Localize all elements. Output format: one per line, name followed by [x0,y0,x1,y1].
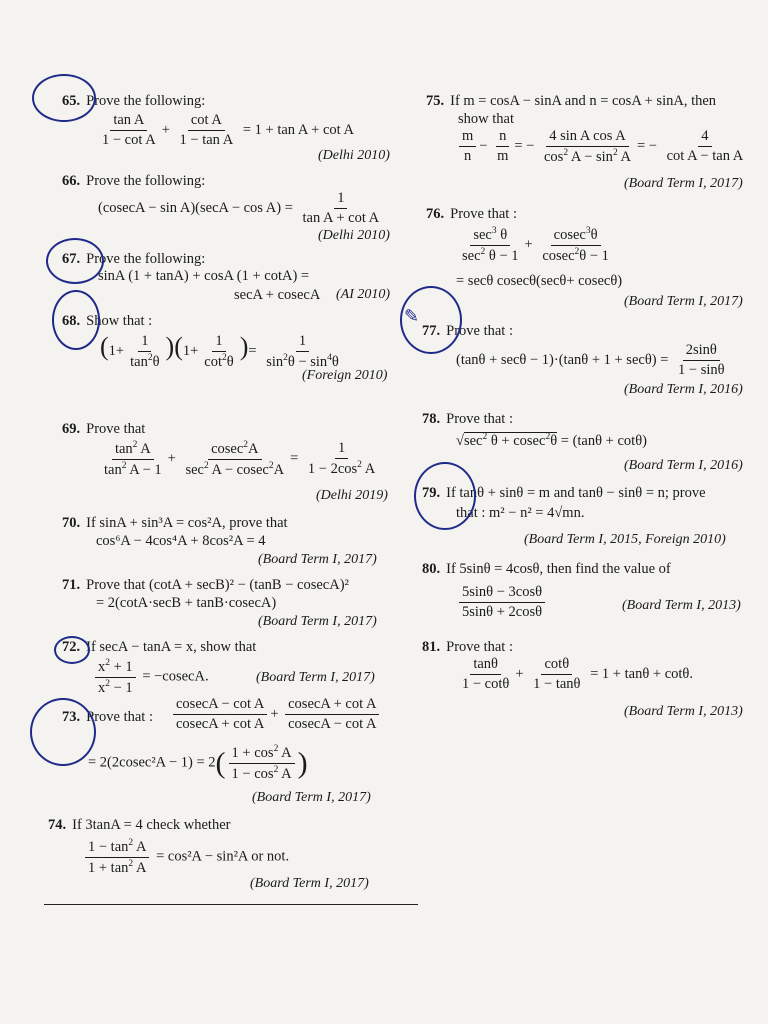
q68-equation: (1+ $\frac{1}{\tan^2\theta}$ )(1+ $\frac{1}{\cot^2\theta}$ )= $\frac{1}{\sin^2\theta - \sin^4\theta}$ [100,332,339,370]
pen-circle-annotation [30,698,96,766]
source: (Board Term I, 2017) [250,876,369,891]
section-divider [44,904,418,905]
pen-circle-annotation [52,290,100,350]
question-number: 73. [62,709,81,725]
q70-line2: cos⁶A − 4cos⁴A + 8cos²A = 4 [96,533,266,549]
source: (Board Term I, 2017) [256,670,375,685]
source: (Foreign 2010) [302,368,388,383]
question-text: Prove that : [446,411,513,427]
q80-expression: $\frac{5\sin\theta - 3\cos\theta}{5\sin\theta + 2\cos\theta}$ [456,584,548,621]
source: (Board Term I, 2013) [624,704,743,719]
question-text: If secA − tanA = x, show that [86,639,257,655]
question-number: 71. [62,577,81,593]
pen-circle-annotation [32,74,96,122]
q76-equation: $\frac{\sec^3 \theta}{\sec^2 \theta - 1}$ + $\frac{cosec^3\theta}{cosec^2\theta - 1}$ [462,226,609,264]
question-text: Prove that : [446,639,513,655]
question-number: 66. [62,173,81,189]
q77-equation: (tanθ + secθ − 1)·(tanθ + 1 + secθ) = $\frac{2\sin\theta}{1 - \sin\theta}$ [456,342,725,378]
question-74 [48,816,230,834]
q75-equation: $\frac{m}{n}$ − $\frac{n}{m}$ = − $\frac{\text{4 sin A cos A}}{\cos^2 A - \sin^2 A}$ = − $\frac{4}{\text{cot A − tan A}}$ [456,128,749,166]
question-81 [422,638,513,656]
question-72 [62,638,256,656]
question-number: 77. [422,323,441,339]
source: (Delhi 2019) [316,488,388,503]
question-number: 65. [62,93,81,109]
q66-equation: (cosecA − sin A)(secA − cos A) = $\frac{1}{\text{tan A + cot A}}$ [98,190,380,226]
question-number: 74. [48,817,67,833]
q65-equation: $\frac{\text{tan A}}{\text{1 − cot A}}$ + $\frac{\text{cot A}}{\text{1 − tan A}}$ = 1 + tan A + cot A [102,112,354,148]
source: (Board Term I, 2017) [624,294,743,309]
q71-line2: = 2(cotA·secB + tanB·cosecA) [96,595,277,611]
pen-circle-annotation [46,238,104,284]
source: (Delhi 2010) [318,148,390,163]
source: (Delhi 2010) [318,228,390,243]
source: (Board Term I, 2013) [622,598,741,613]
question-number: 72. [62,639,81,655]
source: (Board Term I, 2015, Foreign 2010) [524,532,726,547]
question-text: Prove that : [86,709,153,725]
question-number: 78. [422,411,441,427]
question-number: 80. [422,561,441,577]
question-80 [422,560,671,578]
handwritten-scribble-icon: ✎ [404,306,420,327]
question-number: 68. [62,313,81,329]
question-number: 79. [422,485,441,501]
question-text: If 3tanA = 4 check whether [72,817,231,833]
source: (AI 2010) [336,287,391,302]
q78-equation: $√\sec^2$ θ + cosec$^2$θ = (tanθ + cotθ) [456,432,647,449]
question-text: Prove the following: [86,93,206,109]
question-text: If 5sinθ = 4cosθ, then find the value of [446,561,671,577]
source: (Board Term I, 2017) [258,614,377,629]
question-text: Prove that : [446,323,513,339]
q73-line2: = 2(2cosec²A − 1) = 2( $\frac{1 + \cos^2 A}{1 - \cos^2 A}$ ) [88,744,308,782]
source: (Board Term I, 2017) [252,790,371,805]
question-number: 70. [62,515,81,531]
question-69 [62,420,145,438]
question-text: Prove that [86,421,146,437]
q75-line2: show that [458,111,514,127]
question-78 [422,410,513,428]
question-text: If sinA + sin³A = cos²A, prove that [86,515,288,531]
question-number: 69. [62,421,81,437]
question-text: Prove that : [450,206,517,222]
question-number: 75. [426,93,445,109]
q76-line2: = secθ cosecθ(secθ+ cosecθ) [456,273,623,289]
source: (Board Term I, 2017) [258,552,377,567]
q67-line1: sinA (1 + tanA) + cosA (1 + cotA) = [98,268,310,284]
question-number: 67. [62,251,81,267]
question-text: If m = cosA − sinA and n = cosA + sinA, then [450,93,717,109]
source: (Board Term I, 2016) [624,458,743,473]
question-text: If tanθ + sinθ = m and tanθ − sinθ = n; prove [446,485,706,501]
q72-equation: $\frac{x^2 + 1}{x^2 - 1}$ = −cosecA. [92,658,209,697]
q81-equation: $\frac{\tan\theta}{1 - \cot\theta}$ + $\frac{\cot\theta}{1 - \tan\theta}$ = 1 + tanθ + cotθ. [462,656,693,692]
source: (Board Term I, 2016) [624,382,743,397]
q69-equation: $\frac{\tan^2 A}{\tan^2 A - 1}$ + $\frac{cosec^2A}{\sec^2 A - cosec^2A}$ = $\frac{1}{1 - 2\cos^2 A}$ [104,440,376,478]
question-number: 81. [422,639,441,655]
question-70 [62,514,288,532]
question-71 [62,576,349,594]
q73-equation: $\frac{\text{cosecA − cot A}}{\text{cosecA + cot A}}$ + $\frac{\text{cosecA + cot A}}{\text{cosecA − cot A}}$ [170,696,382,733]
q74-equation: $\frac{1 - \tan^2 A}{1 + \tan^2 A}$ = cos²A − sin²A or not. [82,838,289,877]
question-text: Show that : [86,313,153,329]
pen-circle-annotation [414,462,476,530]
question-text: Prove that (cotA + secB)² − (tanB − cosecA)² [86,577,349,593]
question-75 [426,92,716,110]
q67-line2: secA + cosecA [234,287,321,303]
pen-circle-annotation [54,636,90,664]
question-76 [426,205,517,223]
q79-line2: that : m² − n² = 4√mn. [456,505,585,521]
question-number: 76. [426,206,445,222]
question-text: Prove the following: [86,173,206,189]
source: (Board Term I, 2017) [624,176,743,191]
question-text: Prove the following: [86,251,206,267]
question-66 [62,172,205,190]
